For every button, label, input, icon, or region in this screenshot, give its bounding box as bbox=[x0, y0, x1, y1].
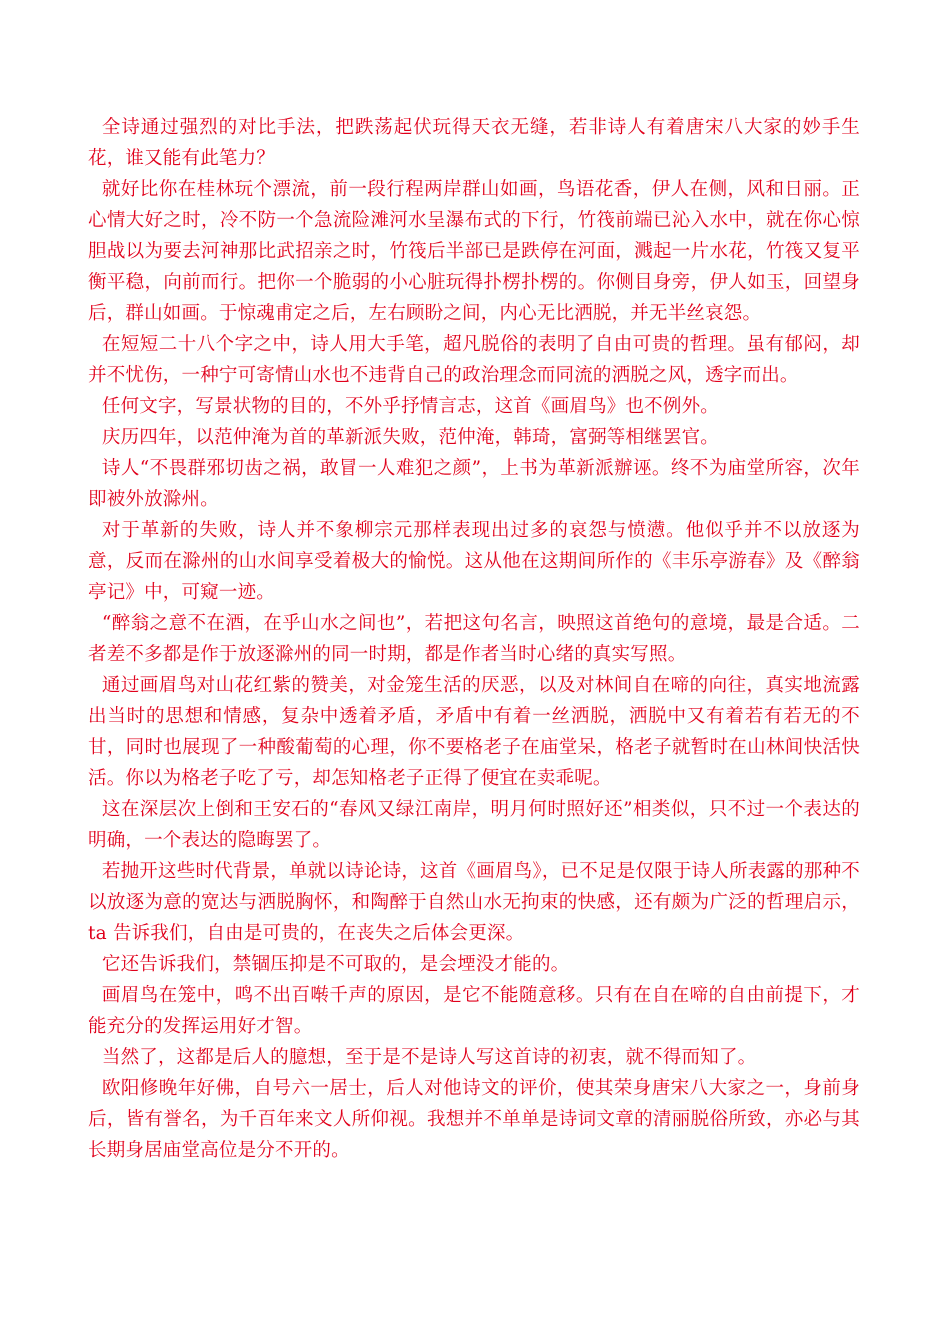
paragraph-9: 通过画眉鸟对山花红紫的赞美，对金笼生活的厌恶，以及对林间自在啼的向往，真实地流露出当时的思想和情感，复杂中透着矛盾，矛盾中有着一丝洒脱，洒脱中又有着若有若无的不甘，同时也展现了一种酸葡萄的心理，你不要格老子在庙堂呆，格老子就暂时在山林间快活快活。你以为格老子吃了亏，却怎知格老子正得了便宜在卖乖呢。 bbox=[88, 675, 860, 789]
paragraph-4: 任何文字，写景状物的目的，不外乎抒情言志，这首《画眉鸟》也不例外。 bbox=[101, 396, 719, 417]
paragraph-3: 在短短二十八个字之中，诗人用大手笔，超凡脱俗的表明了自由可贵的哲理。虽有郁闷，却并不忧伤，一种宁可寄情山水也不违背自己的政治理念而同流的洒脱之风，透字而出。 bbox=[88, 334, 860, 386]
paragraph-8: “醉翁之意不在酒，在乎山水之间也”，若把这句名言，映照这首绝句的意境，最是合适。二者差不多都是作于放逐滁州的同一时期，都是作者当时心绪的真实写照。 bbox=[88, 613, 860, 665]
paragraph-2: 就好比你在桂林玩个漂流，前一段行程两岸群山如画，鸟语花香，伊人在侧，风和日丽。正心情大好之时，冷不防一个急流险滩河水呈瀑布式的下行，竹筏前端已沁入水中，就在你心惊胆战以为要去河神那比武招亲之时，竹筏后半部已是跌停在河面，溅起一片水花，竹筏又复平衡平稳，向前而行。把你一个脆弱的小心脏玩得扑楞扑楞的。你侧目身旁，伊人如玉，回望身后，群山如画。于惊魂甫定之后，左右顾盼之间，内心无比洒脱，并无半丝哀怨。 bbox=[88, 179, 860, 324]
paragraph-6: 诗人“不畏群邪切齿之祸，敢冒一人难犯之颜”，上书为革新派辦诬。终不为庙堂所容，次年即被外放滁州。 bbox=[88, 458, 860, 510]
paragraph-15: 欧阳修晚年好佛，自号六一居士，后人对他诗文的评价，使其荣身唐宋八大家之一，身前身后，皆有誉名，为千百年来文人所仰视。我想并不单单是诗词文章的清丽脱俗所致，亦必与其长期身居庙堂高位是分不开的。 bbox=[88, 1078, 860, 1161]
paragraph-1: 全诗通过强烈的对比手法，把跌荡起伏玩得天衣无缝，若非诗人有着唐宋八大家的妙手生花，谁又能有此笔力？ bbox=[88, 117, 860, 169]
paragraph-11: 若抛开这些时代背景，单就以诗论诗，这首《画眉鸟》，已不足是仅限于诗人所表露的那种不以放逐为意的宽达与洒脱胸怀，和陶醉于自然山水无拘束的快感，还有颇为广泛的哲理启示，ta 告诉我们，自由是可贵的，在丧失之后体会更深。 bbox=[88, 861, 860, 944]
paragraph-7: 对于革新的失败，诗人并不象柳宗元那样表现出过多的哀怨与愤懑。他似乎并不以放逐为意，反而在滁州的山水间享受着极大的愉悦。这从他在这期间所作的《丰乐亭游春》及《醉翁亭记》中，可窥一迹。 bbox=[88, 520, 860, 603]
paragraph-13: 画眉鸟在笼中，鸣不出百啭千声的原因，是它不能随意移。只有在自在啼的自由前提下，才能充分的发挥运用好才智。 bbox=[88, 985, 860, 1037]
paragraph-12: 它还告诉我们，禁锢压抑是不可取的，是会堙没才能的。 bbox=[101, 954, 570, 975]
paragraph-10: 这在深层次上倒和王安石的“春风又绿江南岸，明月何时照好还”相类似，只不过一个表达的明确，一个表达的隐晦罢了。 bbox=[88, 799, 860, 851]
document-body bbox=[88, 112, 860, 1166]
paragraph-5: 庆历四年，以范仲淹为首的革新派失败，范仲淹，韩琦，富弼等相继罢官。 bbox=[101, 427, 719, 448]
paragraph-14: 当然了，这都是后人的臆想，至于是不是诗人写这首诗的初衷，就不得而知了。 bbox=[101, 1047, 757, 1068]
